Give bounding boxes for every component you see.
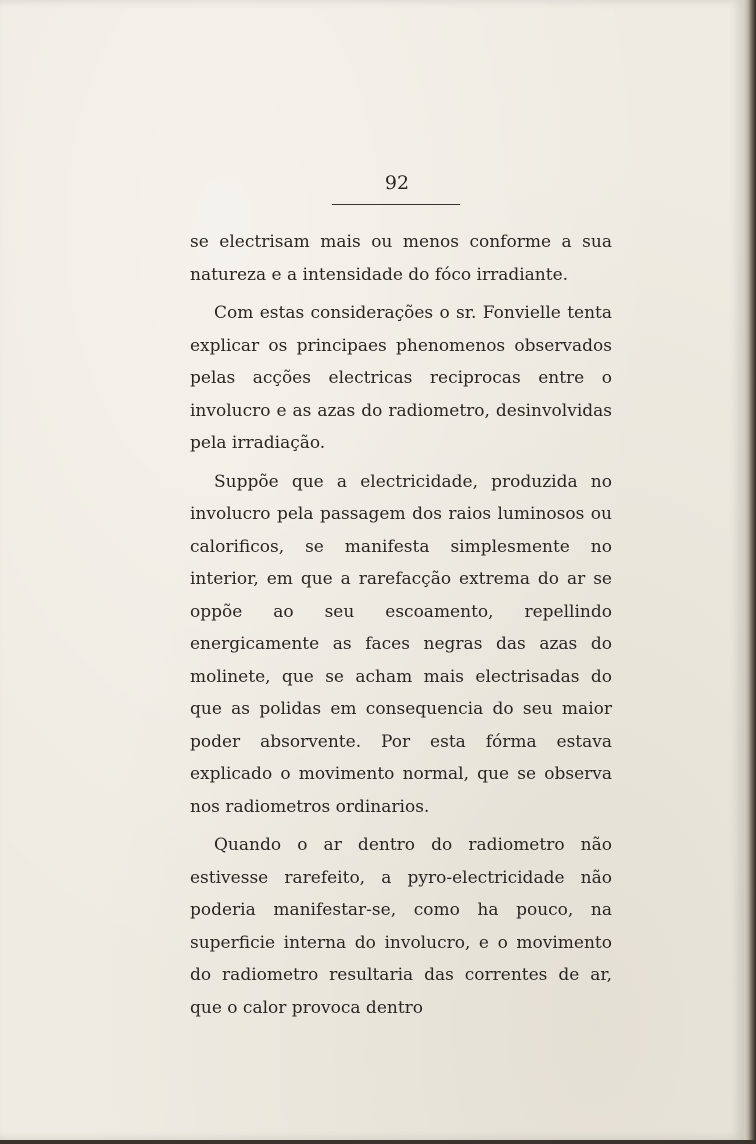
paragraph-4: Quando o ar dentro do radiometro não estivesse rarefeito, a pyro-electricidade não poderia manifestar-se, como ha pouco, na superficie interna do involucro, e o movimento do radiometro resultaria das correntes de ar, que o calor provoca dentro [190, 835, 612, 1018]
paragraph-2: Com estas considerações o sr. Fonvielle tenta explicar os principaes phenomenos observados pelas acções electricas reciprocas entre o involucro e as azas do radiometro, desinvolvidas pela irradiação. [190, 303, 612, 453]
page-bottom-edge [0, 1140, 756, 1144]
body-text [190, 226, 612, 1024]
paragraph-3: Suppõe que a electricidade, produzida no involucro pela passagem dos raios luminosos ou calorificos, se manifesta simplesmente no interior, em que a rarefacção extrema do ar se oppõe ao seu escoamento, repellindo energicamente as faces negras das azas do molinete, que se acham mais electrisadas do que as polidas em consequencia do seu maior poder absorvente. Por esta fórma estava explicado o movimento normal, que se observa nos radiometros ordinarios. [190, 471, 612, 817]
paragraph-1: se electrisam mais ou menos conforme a sua natureza e a intensidade do fóco irradiante. [190, 232, 612, 285]
page-edge-shadow [744, 0, 756, 1144]
header-rule [332, 204, 460, 205]
page-number: 92 [384, 172, 410, 194]
